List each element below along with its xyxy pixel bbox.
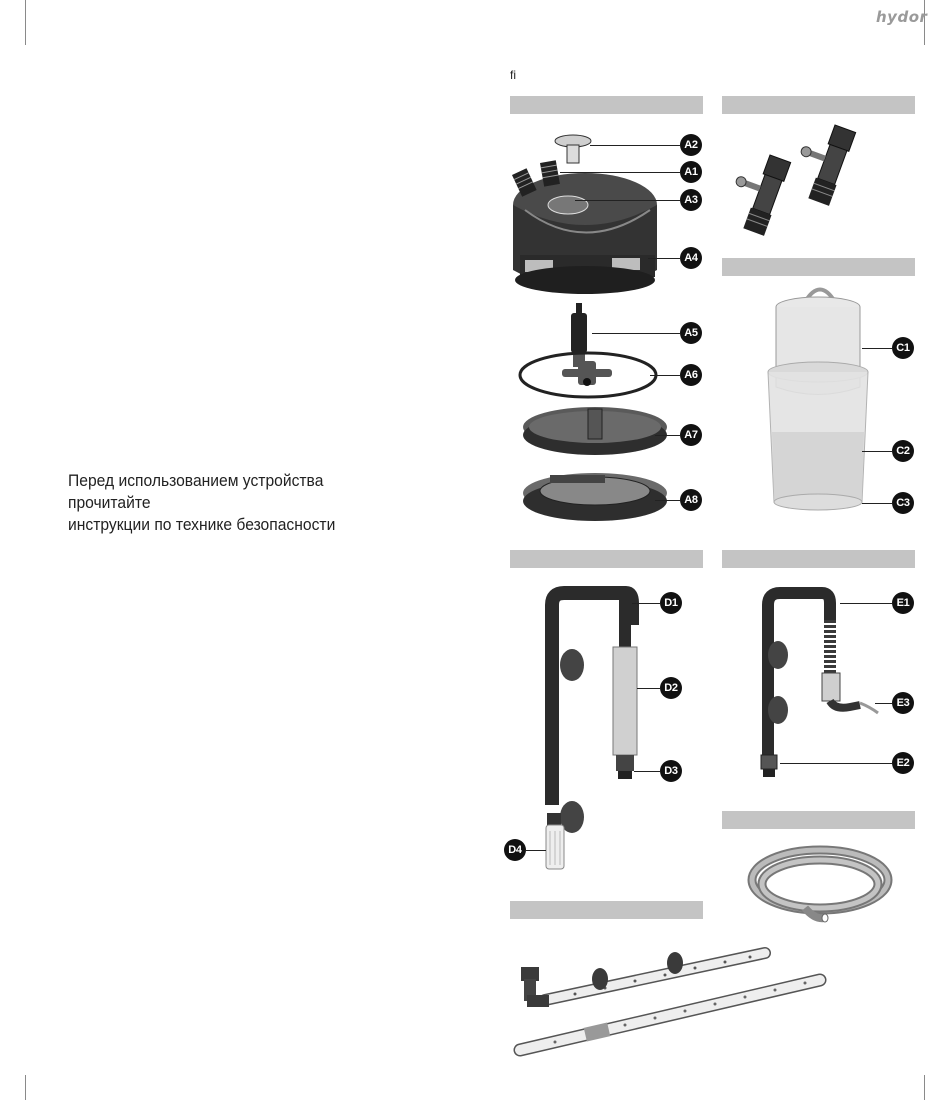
safety-warning-line-2: инструкции по технике безопасности bbox=[68, 515, 336, 534]
part-label-a4: A4 bbox=[680, 247, 702, 269]
hose-icon bbox=[745, 840, 895, 930]
part-label-d4: D4 bbox=[504, 839, 526, 861]
callout-line-a1 bbox=[560, 172, 680, 173]
callout-line-c2 bbox=[862, 451, 892, 452]
part-label-d3: D3 bbox=[660, 760, 682, 782]
language-code: fi bbox=[510, 68, 516, 82]
part-label-a5: A5 bbox=[680, 322, 702, 344]
part-label-a3: A3 bbox=[680, 189, 702, 211]
section-bar-d bbox=[510, 550, 703, 568]
part-label-e2: E2 bbox=[892, 752, 914, 774]
callout-line-d3 bbox=[634, 771, 660, 772]
section-bar-a bbox=[510, 96, 703, 114]
safety-warning-line-1: Перед использованием устройства прочитайте bbox=[68, 471, 324, 512]
callout-line-c3 bbox=[862, 503, 892, 504]
section-bar-f bbox=[722, 811, 915, 829]
crop-mark-top-left bbox=[25, 0, 26, 45]
callout-line-a8 bbox=[655, 500, 680, 501]
part-label-c2: C2 bbox=[892, 440, 914, 462]
part-label-c3: C3 bbox=[892, 492, 914, 514]
callout-line-a7 bbox=[655, 435, 680, 436]
crop-mark-bottom-left bbox=[25, 1075, 26, 1100]
filter-head-icon bbox=[500, 125, 690, 525]
spray-bar-icon bbox=[515, 945, 835, 1055]
callout-line-e3 bbox=[875, 703, 892, 704]
callout-line-e2 bbox=[780, 763, 892, 764]
callout-line-a6 bbox=[650, 375, 680, 376]
callout-line-a5 bbox=[592, 333, 680, 334]
valve-taps-icon bbox=[750, 125, 890, 245]
callout-line-d1 bbox=[632, 603, 660, 604]
callout-line-a3 bbox=[575, 200, 680, 201]
part-label-a6: A6 bbox=[680, 364, 702, 386]
media-basket-icon bbox=[760, 282, 880, 512]
callout-line-a2 bbox=[590, 145, 680, 146]
section-bar-b bbox=[722, 96, 915, 114]
part-label-d2: D2 bbox=[660, 677, 682, 699]
part-label-d1: D1 bbox=[660, 592, 682, 614]
section-bar-c bbox=[722, 258, 915, 276]
outlet-pipe-icon bbox=[750, 585, 880, 785]
part-label-a8: A8 bbox=[680, 489, 702, 511]
part-label-a2: A2 bbox=[680, 134, 702, 156]
part-label-e1: E1 bbox=[892, 592, 914, 614]
callout-line-d4 bbox=[526, 850, 546, 851]
part-label-a7: A7 bbox=[680, 424, 702, 446]
section-bar-e bbox=[722, 550, 915, 568]
part-label-e3: E3 bbox=[892, 692, 914, 714]
callout-line-a4 bbox=[648, 258, 680, 259]
callout-line-d2 bbox=[637, 688, 660, 689]
intake-pipe-icon bbox=[530, 585, 650, 875]
crop-mark-bottom-right bbox=[924, 1075, 925, 1100]
safety-warning bbox=[68, 470, 399, 536]
callout-line-e1 bbox=[840, 603, 892, 604]
part-label-c1: C1 bbox=[892, 337, 914, 359]
section-bar-g bbox=[510, 901, 703, 919]
brand-logo: hydor bbox=[876, 8, 928, 26]
callout-line-c1 bbox=[862, 348, 892, 349]
part-label-a1: A1 bbox=[680, 161, 702, 183]
